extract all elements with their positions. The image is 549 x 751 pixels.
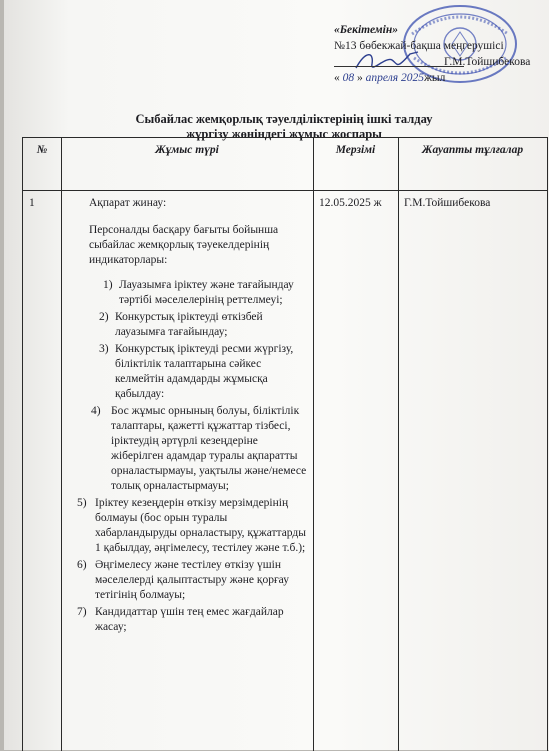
date-mid: »	[354, 72, 366, 84]
item-number: 1)	[103, 279, 113, 291]
item-text: Іріктеу кезеңдерін өткізу мерзімдерінің болмауы (бос орын туралы хабарландыруды орналастыру, құжаттарды 1 қабылдау, әңгімелесу, тестілеу және т.б.);	[95, 497, 306, 554]
item-text: Бос жұмыс орнының болуы, біліктілік талаптары, қажетті құжаттар тізбесі, іріктеудің әртүрлі кезеңдеріне жіберілген адамдар туралы ақпаратты орналастырмауы, уақтылы және/немесе толық орналастырмауы;	[111, 405, 307, 492]
item-text: Кандидаттар үшін тең емес жағдайлар жасау;	[95, 606, 284, 633]
date-month: апреля	[365, 72, 399, 84]
date-suffix: жыл	[423, 72, 446, 84]
list-item	[67, 496, 307, 556]
item-number: 2)	[99, 311, 109, 323]
approval-date	[334, 70, 544, 86]
header-divider	[23, 190, 547, 191]
item-text: Әңгімелесу және тестілеу өткізу үшін мәселелерді қалыптастыру және қорғау тетігінің болмауы;	[95, 559, 289, 601]
signature-line	[334, 54, 544, 70]
date-year: 2025	[400, 72, 424, 84]
item-number: 7)	[77, 606, 87, 618]
indicators-intro: Персоналды басқару бағыты бойынша сыбайлас жемқорлық тәуекелдерінің индикаторлары:	[89, 224, 279, 266]
title-line-2: жүргізу жөніндегі жұмыс жоспары	[186, 127, 382, 141]
approver-name: Г.М.Тойшибекова	[444, 56, 531, 68]
list-item	[67, 310, 307, 340]
header-num: №	[36, 144, 48, 156]
row-1-deadline: 12.05.2025 ж	[319, 197, 382, 209]
row-1-responsible: Г.М.Тойшибекова	[404, 197, 491, 209]
document-page	[4, 0, 549, 750]
indicator-list	[67, 278, 307, 635]
item-number: 4)	[91, 405, 101, 417]
approval-title: «Бекітемін»	[334, 24, 399, 36]
work-title: Ақпарат жинау:	[89, 197, 167, 209]
approval-position: №13 бөбекжай-бақша меңгерушісі	[334, 40, 504, 52]
list-item	[67, 342, 307, 402]
row-1-num: 1	[29, 197, 35, 209]
item-text: Конкурстық іріктеуді ресми жүргізу, біліктілік талаптарына сәйкес келмейтін адамдарды жұмысқа қабылдау:	[115, 343, 294, 400]
title-line-1: Сыбайлас жемқорлық тәуелділіктерінің ішкі талдау	[135, 112, 433, 126]
date-prefix: «	[334, 72, 343, 84]
list-item	[67, 278, 307, 308]
column-divider	[398, 138, 399, 751]
list-item	[67, 558, 307, 603]
column-divider	[313, 138, 314, 751]
header-work: Жұмыс түрі	[155, 144, 219, 156]
row-1-work	[67, 196, 307, 635]
item-number: 6)	[77, 559, 87, 571]
header-deadline: Мерзімі	[335, 144, 376, 156]
header-responsible: Жауапты тұлғалар	[421, 144, 524, 156]
column-divider	[61, 138, 62, 751]
item-text: Конкурстық іріктеуді өткізбей лауазымға тағайындау;	[115, 311, 263, 338]
plan-table	[22, 137, 548, 751]
item-number: 5)	[77, 497, 87, 509]
item-number: 3)	[99, 343, 109, 355]
list-item	[67, 605, 307, 635]
approval-block	[334, 22, 544, 86]
date-day: 08	[342, 72, 355, 84]
item-text: Лауазымға іріктеу және тағайындау тәртібі мәселелерінің реттелмеуі;	[119, 279, 294, 306]
list-item	[67, 404, 307, 494]
